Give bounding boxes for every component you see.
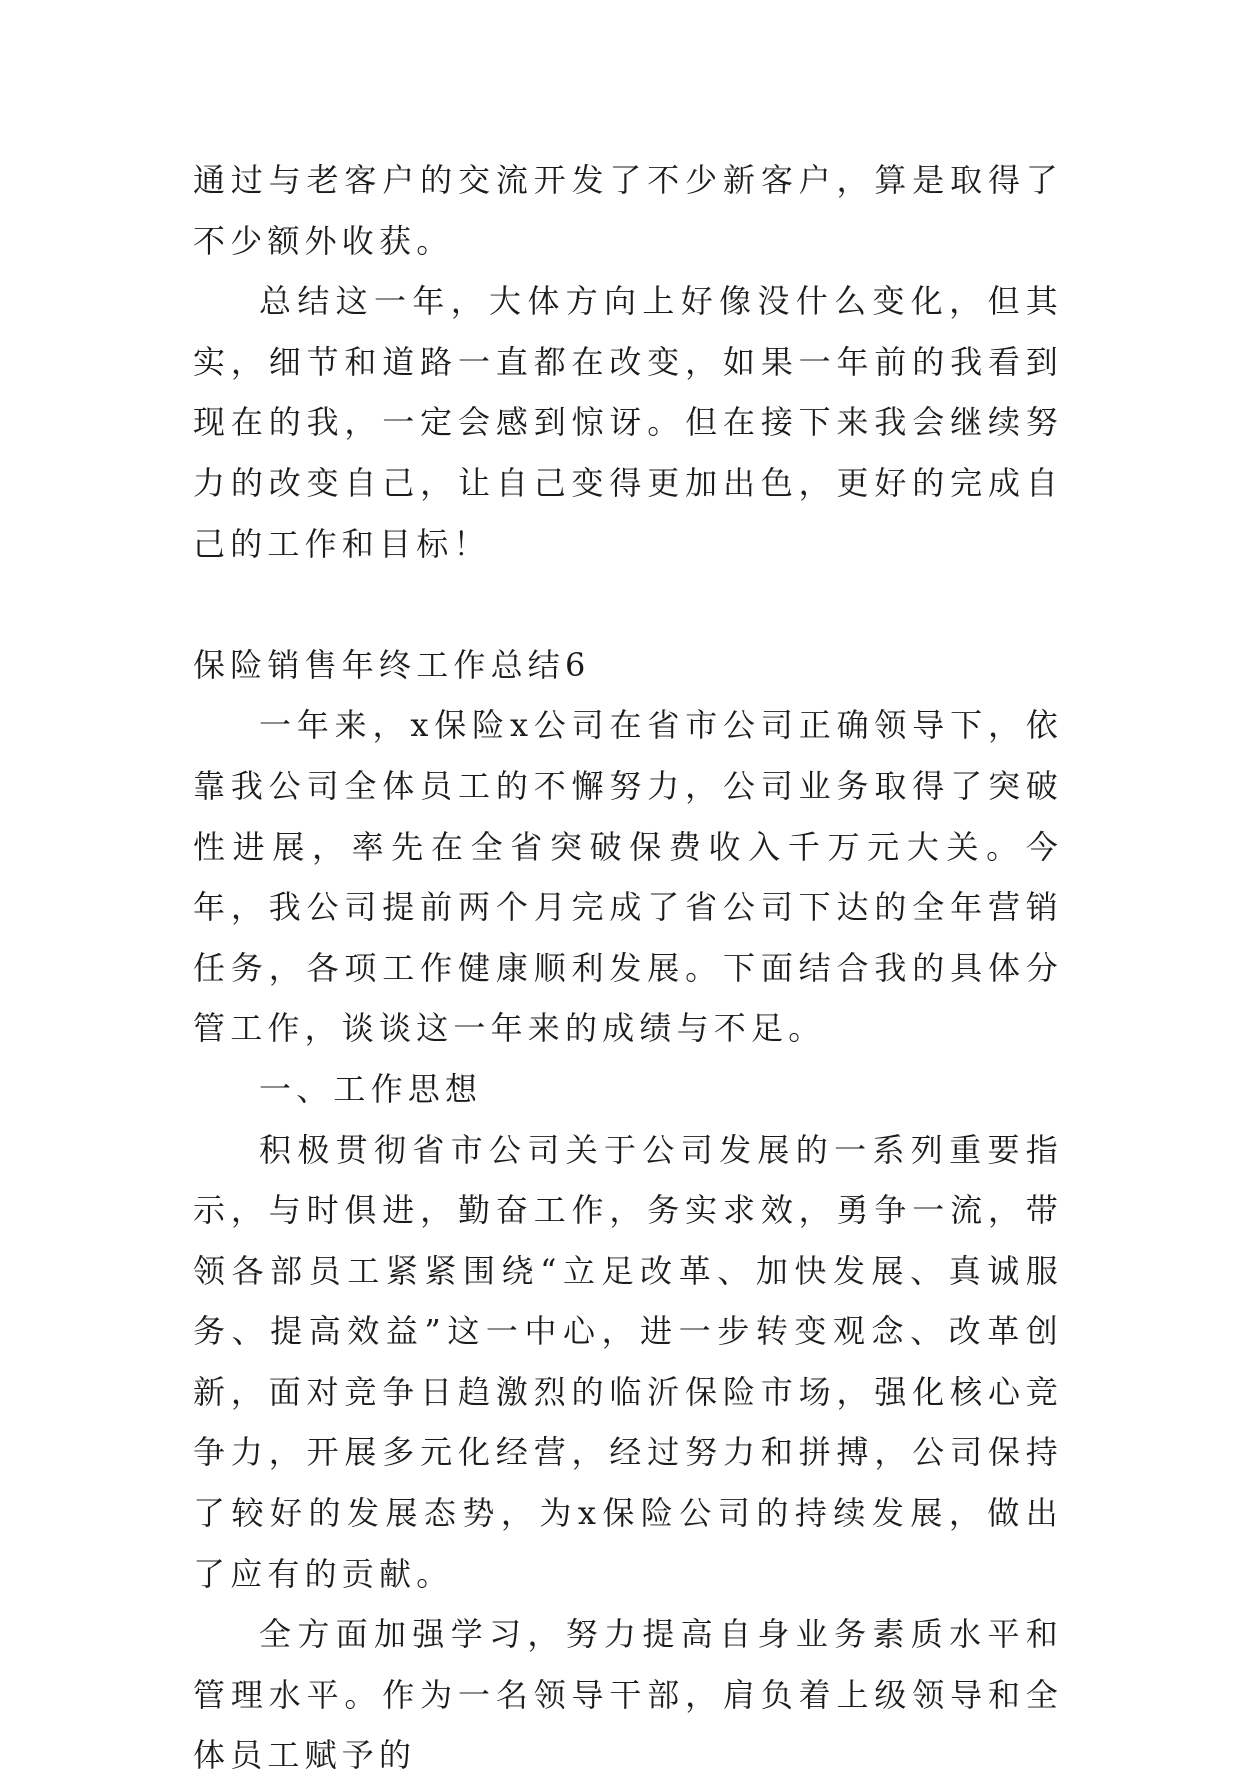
paragraph-intro: 一年来，x保险x公司在省市公司正确领导下，依靠我公司全体员工的不懈努力，公司业务取得了突破性进展，率先在全省突破保费收入千万元大关。今年，我公司提前两个月完成了省公司下达的全年营销任务，各项工作健康顺利发展。下面结合我的具体分管工作，谈谈这一年来的成绩与不足。 xyxy=(193,706,1063,1048)
subheading-work-thinking: 一、工作思想 xyxy=(259,1069,483,1108)
paragraph-work-thinking: 积极贯彻省市公司关于公司发展的一系列重要指示，与时俱进，勤奋工作，务实求效，勇争一流，带领各部员工紧紧围绕“立足改革、加快发展、真诚服务、提高效益”这一中心，进一步转变观念、改革创新，面对竞争日趋激烈的临沂保险市场，强化核心竞争力，开展多元化经营，经过努力和拼搏，公司保持了较好的发展态势，为x保险公司的持续发展，做出了应有的贡献。 xyxy=(193,1130,1063,1593)
paragraph-continuation: 通过与老客户的交流开发了不少新客户，算是取得了不少额外收获。 xyxy=(193,161,1063,260)
paragraph-year-summary: 总结这一年，大体方向上好像没什么变化，但其实，细节和道路一直都在改变，如果一年前的我看到现在的我，一定会感到惊讶。但在接下来我会继续努力的改变自己，让自己变得更加出色，更好的完成自己的工作和目标！ xyxy=(193,282,1063,563)
document-body xyxy=(193,150,1063,1786)
section-heading: 保险销售年终工作总结6 xyxy=(193,645,591,684)
paragraph-study: 全方面加强学习，努力提高自身业务素质水平和管理水平。作为一名领导干部，肩负着上级领导和全体员工赋予的 xyxy=(193,1615,1063,1775)
